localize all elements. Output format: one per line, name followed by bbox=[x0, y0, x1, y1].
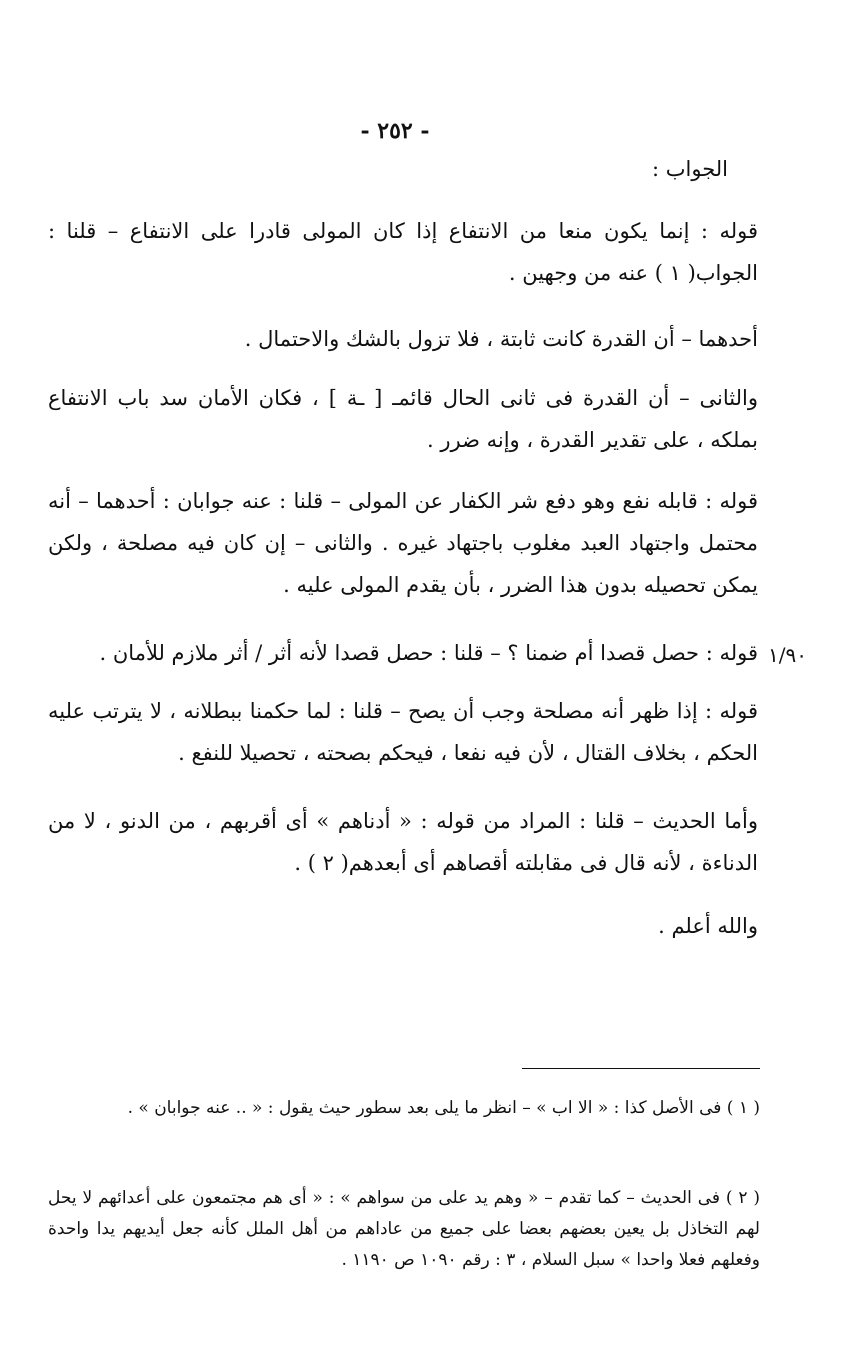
paragraph-text: والله أعلم . bbox=[658, 914, 758, 938]
paragraph-text: والثانى – أن القدرة فى ثانى الحال قائمـ [ ـة ] ، فكان الأمان سد باب الانتفاع بملكه ، على تقدير القدرة ، وإنه ضرر . bbox=[48, 386, 758, 452]
paragraph-7 bbox=[48, 800, 758, 884]
paragraph-2 bbox=[48, 318, 758, 360]
folio-margin-note: ١/٩٠ bbox=[768, 643, 807, 667]
footnote-text: ( ٢ ) فى الحديث – كما تقدم – « وهم يد على من سواهم » : « أى هم مجتمعون على أعدائهم لا يحل لهم التخاذل بل يعين بعضهم بعضا على جميع من عاداهم من أهل الملل كأنه جعل أيديهم يدا واحدة وفعلهم فعلا واحدا » سبل السلام ، ٣ : رقم ١٠٩٠ ص ١١٩٠ . bbox=[48, 1188, 760, 1270]
paragraph-5 bbox=[48, 632, 758, 674]
paragraph-text: أحدهما – أن القدرة كانت ثابتة ، فلا تزول بالشك والاحتمال . bbox=[244, 327, 758, 351]
paragraph-text: وأما الحديث – قلنا : المراد من قوله : « أدناهم » أى أقربهم ، من الدنو ، لا من الدناءة ، لأنه قال فى مقابلته أقصاهم أى أبعدهم( ٢ ) . bbox=[48, 809, 758, 875]
footnote-text: ( ١ ) فى الأصل كذا : « الا اب » – انظر ما يلى بعد سطور حيث يقول : « .. عنه جوابان » . bbox=[127, 1098, 760, 1118]
paragraph-3 bbox=[48, 377, 758, 461]
paragraph-4 bbox=[48, 480, 758, 606]
paragraph-1 bbox=[48, 210, 758, 294]
footnote-2 bbox=[48, 1183, 760, 1276]
footnote-divider bbox=[522, 1068, 760, 1069]
footnote-1 bbox=[48, 1093, 760, 1124]
paragraph-text: قوله : قابله نفع وهو دفع شر الكفار عن المولى – قلنا : عنه جوابان : أحدهما – أنه محتمل واجتهاد العبد مغلوب باجتهاد غيره . والثانى – إن كان فيه مصلحة ، ولكن يمكن تحصيله بدون هذا الضرر ، بأن يقدم المولى عليه . bbox=[48, 489, 758, 597]
paragraph-text: قوله : إنما يكون منعا من الانتفاع إذا كان المولى قادرا على الانتفاع – قلنا : الجواب( ١ ) عنه من وجهين . bbox=[48, 219, 758, 285]
paragraph-text: قوله : حصل قصدا أم ضمنا ؟ – قلنا : حصل قصدا لأنه أثر / أثر ملازم للأمان . bbox=[99, 641, 758, 665]
page-number: - ٢٥٢ - bbox=[360, 118, 430, 144]
paragraph-6 bbox=[48, 690, 758, 774]
answer-heading: الجواب : bbox=[652, 157, 728, 181]
paragraph-8 bbox=[48, 905, 758, 947]
paragraph-text: قوله : إذا ظهر أنه مصلحة وجب أن يصح – قلنا : لما حكمنا ببطلانه ، لا يترتب عليه الحكم ، بخلاف القتال ، لأن فيه نفعا ، فيحكم بصحته ، تحصيلا للنفع . bbox=[48, 699, 758, 765]
